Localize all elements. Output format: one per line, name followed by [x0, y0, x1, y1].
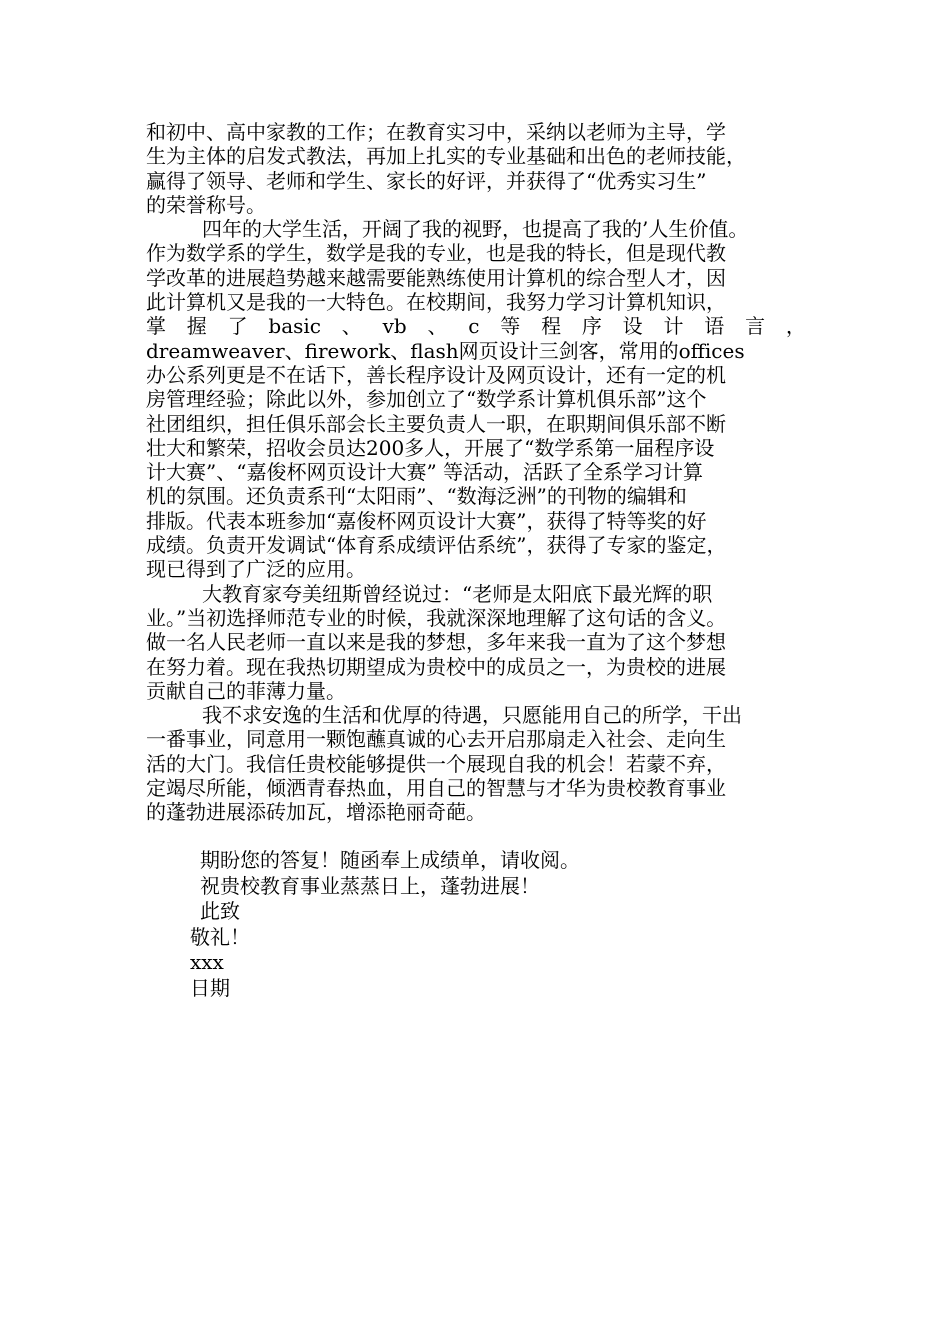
closing-hope: 期盼您的答复！随函奉上成绩单，请收阅。	[200, 848, 580, 872]
text-line: 计大赛”、“嘉俊杯网页设计大赛” 等活动，活跃了全系学习计算	[146, 460, 704, 485]
text-line: 排版。代表本班参加“嘉俊杯网页设计大赛”，获得了特等奖的好	[146, 508, 707, 533]
word: 言	[745, 314, 766, 339]
word: 语	[704, 314, 725, 339]
word: 掌	[146, 314, 166, 339]
sender-name: xxx	[190, 950, 224, 974]
text-line: 壮大和繁荣，招收会员达200多人，开展了“数学系第一届程序设	[146, 435, 715, 460]
text-line: 社团组织，担任俱乐部会长主要负责人一职，在职期间俱乐部不断	[146, 411, 726, 436]
text-line: 学改革的进展趋势越来越需要能熟练使用计算机的综合型人才，因	[146, 265, 726, 290]
text-line: 作为数学系的学生，数学是我的专业，也是我的特长，但是现代教	[146, 241, 726, 266]
word: vb	[382, 314, 407, 339]
word: 程	[541, 314, 562, 339]
text-line: 贡献自己的菲薄力量。	[146, 678, 346, 703]
paragraph-first-line: 大教育家夸美纽斯曾经说过：“老师是太阳底下最光辉的职	[202, 581, 713, 606]
text-line: 在努力着。现在我热切期望成为贵校中的成员之一，为贵校的进展	[146, 654, 726, 679]
text-line: 房管理经验；除此以外，参加创立了“数学系计算机俱乐部”这个	[146, 387, 707, 412]
word: 、	[427, 314, 448, 339]
word: 计	[663, 314, 684, 339]
closing-wish: 祝贵校教育事业蒸蒸日上，蓬勃进展！	[200, 873, 540, 898]
justified-line	[146, 314, 806, 338]
word: basic	[268, 314, 321, 339]
word: c	[468, 314, 480, 339]
word: 等	[500, 314, 521, 339]
text-line: 做一名人民老师一直以来是我的梦想，多年来我一直为了这个梦想	[146, 630, 726, 655]
word: ，	[785, 314, 806, 339]
text-line: 定竭尽所能，倾洒青春热血，用自己的智慧与才华为贵校教育事业	[146, 776, 726, 801]
text-line: 活的大门。我信任贵校能够提供一个展现自我的机会！若蒙不弃，	[146, 751, 726, 776]
letter-closing	[146, 848, 806, 1001]
word: 、	[341, 314, 362, 339]
paragraph-first-line: 我不求安逸的生活和优厚的待遇，只愿能用自己的所学，干出	[202, 703, 742, 728]
text-line: 现已得到了广泛的应用。	[146, 557, 366, 582]
paragraph-first-line: 四年的大学生活，开阔了我的视野，也提高了我的’人生价值。	[202, 217, 749, 242]
text-line: 和初中、高中家教的工作；在教育实习中，采纳以老师为主导，学	[146, 120, 726, 144]
text-line: 成绩。负责开发调试“体育系成绩评估系统”，获得了专家的鉴定，	[146, 533, 727, 558]
text-line: 一番事业，同意用一颗饱蘸真诚的心去开启那扇走入社会、走向生	[146, 727, 726, 752]
word: 握	[186, 314, 207, 339]
closing-jingli: 敬礼！	[190, 924, 250, 949]
text-line: 此计算机又是我的一大特色。在校期间，我努力学习计算机知识，	[146, 290, 726, 315]
text-line: 的荣誉称号。	[146, 192, 266, 217]
letter-date: 日期	[190, 975, 230, 1000]
letter-body	[146, 120, 806, 825]
text-line: 业。”当初选择师范专业的时候，我就深深地理解了这句话的含义。	[146, 605, 727, 630]
text-line: 机的氛围。还负责系刊“太阳雨”、“数海泛洲”的刊物的编辑和	[146, 484, 687, 509]
word: 了	[227, 314, 248, 339]
closing-zhici: 此致	[200, 899, 240, 923]
text-line: 的蓬勃进展添砖加瓦，增添艳丽奇葩。	[146, 800, 486, 825]
text-line: 生为主体的启发式教法，再加上扎实的专业基础和出色的老师技能，	[146, 144, 746, 169]
text-line: dreamweaver、firework、flash网页设计三剑客，常用的offices	[146, 338, 745, 363]
word: 序	[581, 314, 602, 339]
text-line: 赢得了领导、老师和学生、家长的好评，并获得了“优秀实习生”	[146, 168, 707, 193]
text-line: 办公系列更是不在话下，善长程序设计及网页设计，还有一定的机	[146, 362, 726, 387]
word: 设	[622, 314, 643, 339]
